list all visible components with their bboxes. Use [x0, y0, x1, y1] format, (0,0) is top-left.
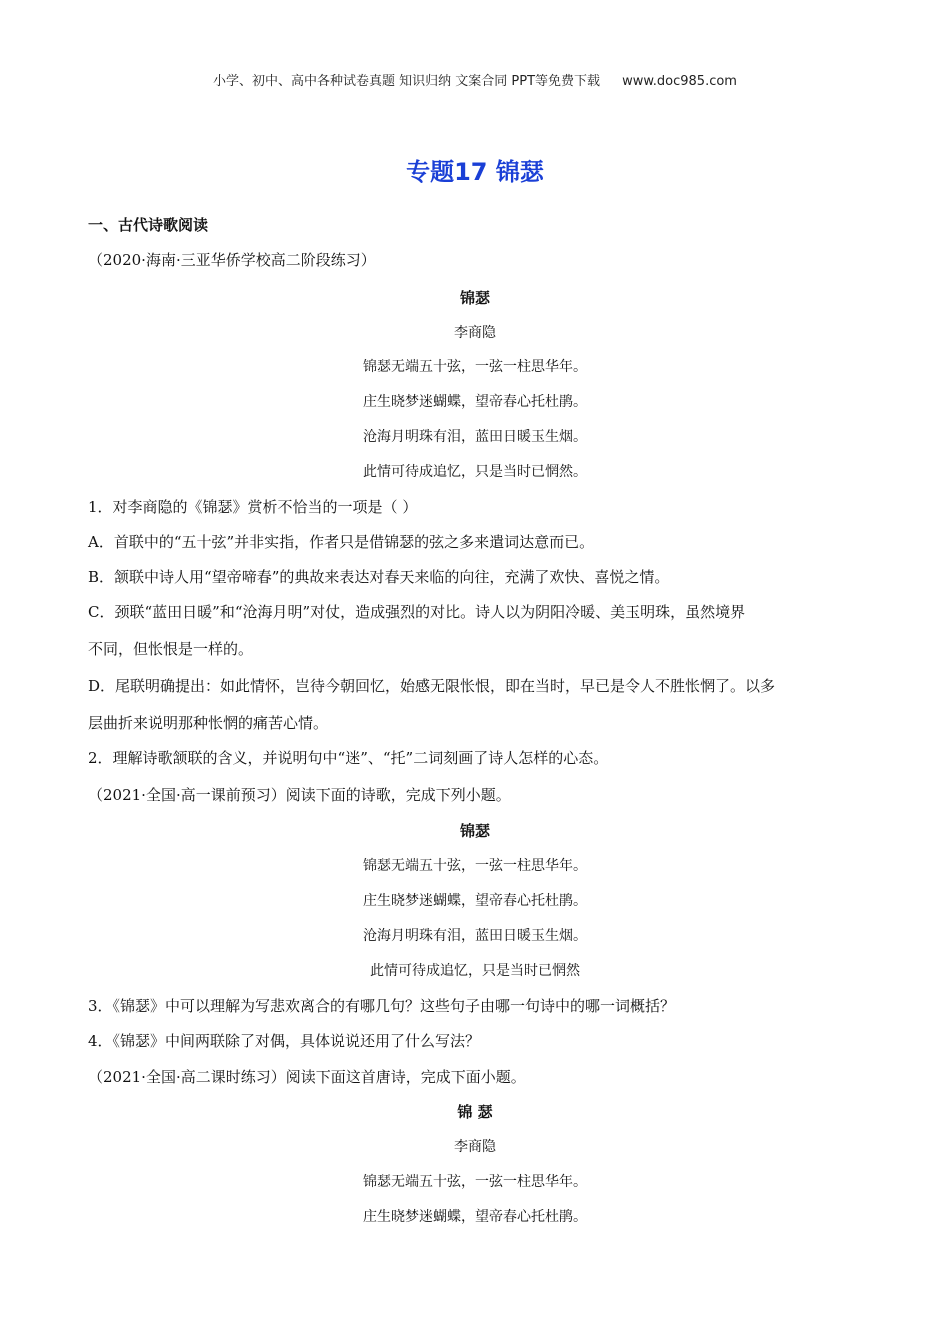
source-note-3: （2021·全国·高二课时练习）阅读下面这首唐诗，完成下面小题。 [88, 1068, 526, 1086]
poem-line: 庄生晓梦迷蝴蝶，望帝春心托杜鹃。 [363, 394, 587, 410]
option-d: D．尾联明确提出：如此情怀，岂待今朝回忆，始感无限怅恨，即在当时，早已是令人不胜怅惘了。以多 [88, 677, 776, 695]
question-4: 4．《锦瑟》中间两联除了对偶，具体说说还用了什么写法？ [88, 1032, 481, 1050]
source-note-2: （2021·全国·高一课前预习）阅读下面的诗歌，完成下列小题。 [88, 786, 511, 804]
question-2: 2．理解诗歌颔联的含义，并说明句中“迷”、“托”二词刻画了诗人怎样的心态。 [88, 749, 609, 767]
poem-line: 锦瑟无端五十弦，一弦一柱思华年。 [363, 858, 587, 874]
poem-line: 锦瑟无端五十弦，一弦一柱思华年。 [363, 359, 587, 375]
poem-line: 此情可待成追忆，只是当时已惘然。 [363, 464, 587, 480]
section-heading: 一、古代诗歌阅读 [88, 216, 209, 234]
poem-title-2: 锦瑟 [459, 822, 490, 840]
question-1: 1．对李商隐的《锦瑟》赏析不恰当的一项是（ ） [88, 498, 418, 516]
poem-line: 锦瑟无端五十弦，一弦一柱思华年。 [363, 1174, 587, 1190]
poem-title-1: 锦瑟 [459, 289, 490, 307]
header-text: 小学、初中、高中各种试卷真题 知识归纳 文案合同 PPT等免费下载 [213, 74, 601, 89]
poem-author-3: 李商隐 [454, 1139, 496, 1155]
option-c: C．颈联“蓝田日暖”和“沧海月明”对仗，造成强烈的对比。诗人以为阴阳冷暖、美玉明珠，虽然境界 [88, 603, 746, 621]
poem-line: 此情可待成追忆，只是当时已惘然 [370, 963, 580, 979]
header-site-link[interactable]: www.doc985.com [622, 74, 737, 89]
poem-line: 庄生晓梦迷蝴蝶，望帝春心托杜鹃。 [363, 893, 587, 909]
poem-title-3: 锦 瑟 [457, 1103, 493, 1121]
option-c-cont: 不同，但怅恨是一样的。 [88, 640, 254, 658]
poem-line: 沧海月明珠有泪，蓝田日暖玉生烟。 [363, 928, 587, 944]
option-a: A．首联中的“五十弦”并非实指，作者只是借锦瑟的弦之多来遣词达意而已。 [88, 533, 595, 551]
page-title: 专题17 锦瑟 [406, 158, 544, 186]
question-3: 3．《锦瑟》中可以理解为写悲欢离合的有哪几句？这些句子由哪一句诗中的哪一词概括？ [88, 997, 676, 1015]
poem-line: 庄生晓梦迷蝴蝶，望帝春心托杜鹃。 [363, 1209, 587, 1225]
option-d-cont: 层曲折来说明那种怅惘的痛苦心情。 [88, 714, 329, 732]
source-note-1: （2020·海南·三亚华侨学校高二阶段练习） [88, 251, 376, 269]
poem-line: 沧海月明珠有泪，蓝田日暖玉生烟。 [363, 429, 587, 445]
poem-author-1: 李商隐 [454, 325, 496, 341]
page-header [0, 70, 950, 89]
option-b: B．颔联中诗人用“望帝啼春”的典故来表达对春天来临的向往，充满了欢快、喜悦之情。 [88, 568, 670, 586]
